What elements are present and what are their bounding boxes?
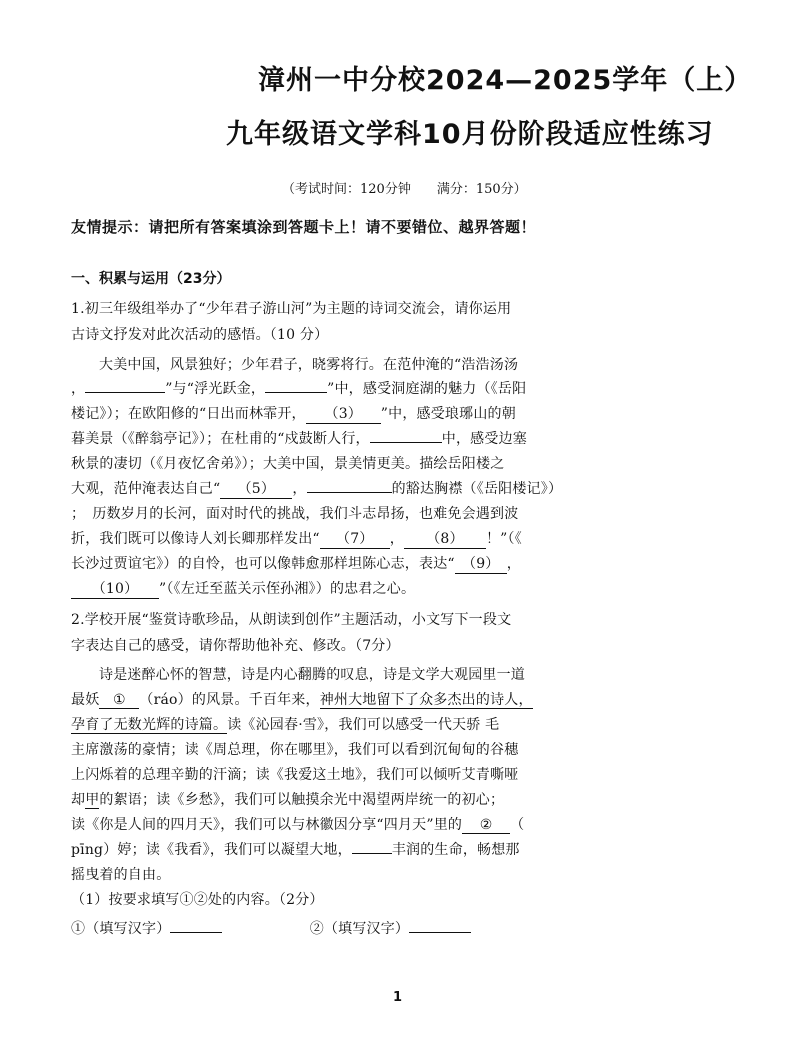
q2-prompt-line-2: 字表达自己的感受，请你帮助他补充、修改。（7分） [71,638,400,654]
answer-blank-circle-1: ① [99,692,139,709]
title-line-1: 漳州一中分校2024—2025学年（上） [258,65,753,96]
underlined-sentence-b: 孕育了无数光辉的诗篇。 [71,717,228,733]
q2-passage-line-8: pīng）婷；读《我看》，我们可以凝望大地， 丰润的生命，畅想那 [71,842,520,858]
answer-blank-5: （5） [220,478,292,499]
answer-blank-8: （8） [404,528,486,549]
fill-blank-1 [170,932,222,933]
q1-prompt-line-2: 古诗文抒发对此次活动的感悟。（10 分） [71,327,329,343]
q2-passage-line-3: 孕育了无数光辉的诗篇。读《沁园春·雪》，我们可以感受一代天骄 毛 [71,717,500,733]
answer-blank-3: （3） [306,403,381,424]
page-number: 1 [393,990,403,1005]
q2-passage-line-5: 上闪烁着的总理辛勤的汗滴；读《我爱这土地》，我们可以倾听艾青嘶哑 [71,767,519,783]
q2-passage-line-7: 读《你是人间的四月天》，我们可以与林徽因分享“四月天”里的 ② （ [71,817,525,833]
answer-blank-2 [265,392,327,393]
fill-label-2: ②（填写汉字） [309,921,410,937]
answer-blank-circle-2: ② [462,817,510,834]
answer-blank-circle-3 [352,853,392,854]
section-heading: 一、积累与运用（23分） [71,271,231,287]
fill-blank-2 [409,932,471,933]
answer-blank-6 [307,492,392,493]
friendly-notice: 友情提示：请把所有答案填涂到答题卡上！请不要错位、越界答题！ [71,218,537,236]
q1-prompt-line-1: 1.初三年级组举办了“少年君子游山河”为主题的诗词交流会，请你运用 [71,301,512,317]
q1-passage-line-3: 楼记》）；在欧阳修的“日出而林霏开， （3） ”中，感受琅琊山的朝 [71,403,516,424]
q1-passage-line-10: （10） ”（《左迁至蓝关示侄孙湘》）的忠君之心。 [71,578,415,599]
answer-blank-4 [370,442,442,443]
fill-label-1: ①（填写汉字） [71,921,171,937]
answer-blank-10: （10） [71,578,159,599]
q1-passage-line-6: 大观，范仲淹表达自己“ （5） ， 的豁达胸襟（《岳阳楼记》） [71,478,562,499]
q2-passage-line-4: 主席激荡的豪情；读《周总理，你在哪里》，我们可以看到沉甸甸的谷穗 [71,742,519,758]
q1-passage-line-2: ， ”与“浮光跃金， ”中，感受洞庭湖的魅力（《岳阳 [71,381,527,397]
q2-subquestion-1: （1）按要求填写①②处的内容。（2分） [71,892,324,908]
q2-passage-line-1: 诗是迷醉心怀的智慧，诗是内心翻腾的叹息，诗是文学大观园里一道 [99,667,525,683]
answer-blank-9: （9） [455,553,507,574]
q1-passage-line-7: ； 历数岁月的长河，面对时代的挑战，我们斗志昂扬，也难免会遇到波 [71,506,519,522]
q2-passage-line-2: 最妖 ① （ráo）的风景。千百年来，神州大地留下了众多杰出的诗人， [71,692,533,708]
q2-prompt-line-1: 2.学校开展“鉴赏诗歌珍品，从朗读到创作”主题活动，小文写下一段文 [71,612,512,628]
q1-passage-line-4: 暮美景（《醉翁亭记》）；在杜甫的“戍鼓断人行， 中，感受边塞 [71,431,527,447]
underlined-sentence-a: 神州大地留下了众多杰出的诗人， [319,692,533,708]
q2-passage-line-6: 却甲的絮语；读《乡愁》，我们可以触摸余光中渴望两岸统一的初心； [71,792,505,808]
underlined-word-jia: 甲 [85,792,100,808]
answer-blank-7: （7） [320,528,390,549]
q1-passage-line-8: 折，我们既可以像诗人刘长卿那样发出“ （7） ， （8） ！”（《 [71,528,522,549]
title-line-2: 九年级语文学科10月份阶段适应性练习 [226,119,714,150]
q1-passage-line-5: 秋景的凄切（《月夜忆舍弟》）；大美中国，景美情更美。描绘岳阳楼之 [71,456,505,472]
answer-blank-1 [85,392,165,393]
q2-passage-line-9: 摇曳着的自由。 [71,867,171,883]
q1-passage-line-9: 长沙过贾谊宅》）的自怜，也可以像韩愈那样坦陈心志，表达“ （9） ， [71,553,521,574]
exam-info [282,178,527,197]
q2-fill-row [71,918,471,938]
full-score: 满分：150分） [436,182,527,197]
q1-passage-line-1: 大美中国，风景独好；少年君子，晓雾将行。在范仲淹的“浩浩汤汤 [99,357,519,373]
exam-time: （考试时间：120分钟 [282,182,411,197]
